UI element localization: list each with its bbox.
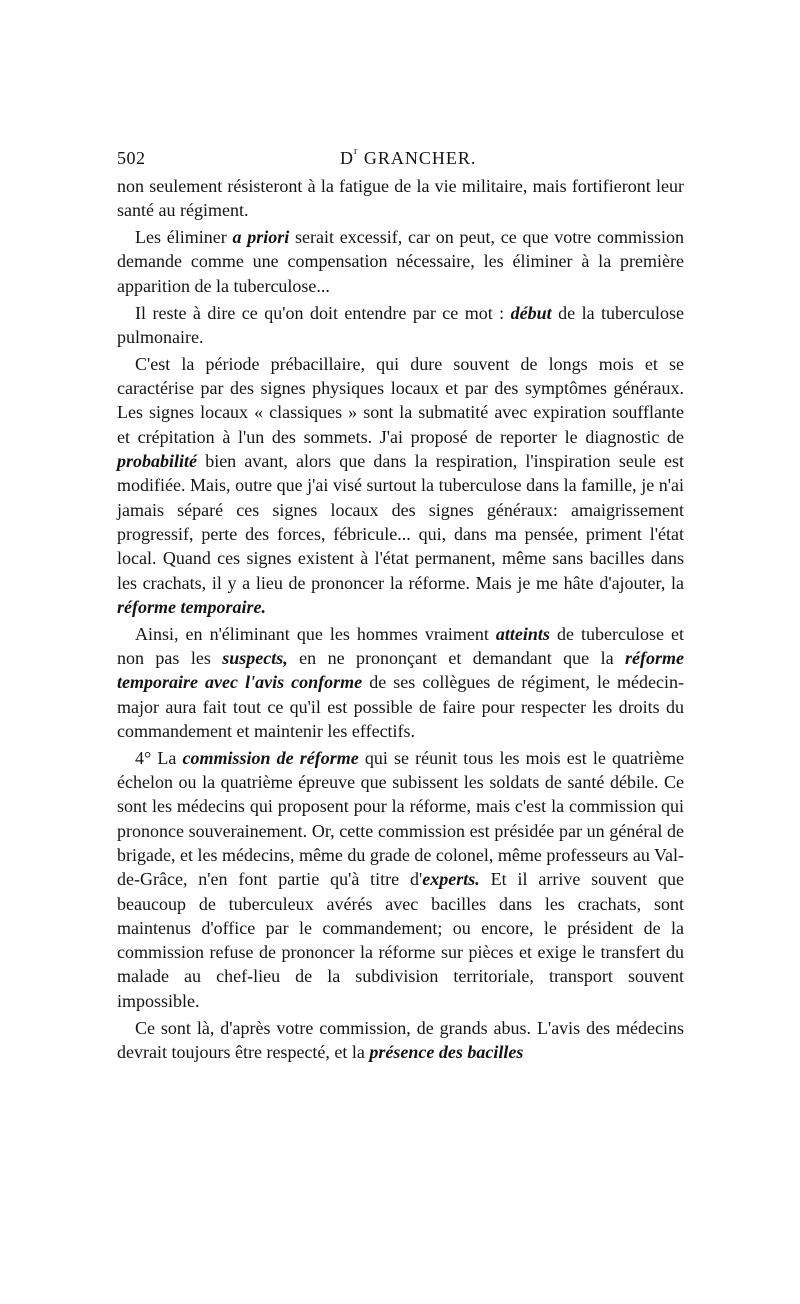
text-run: 4° La [135, 747, 183, 768]
text-run: de ses collègues de régiment, le médecin-major aura fait tout ce qu'il est possible de faire pour respecter les droits du commandement et maintenir les effectifs. [117, 672, 684, 741]
text-run: bien avant, alors que dans la respiration, l'inspiration seule est modifiée. Mais, outre que j'ai visé surtout la tuberculose dans la famille, je n'ai jamais séparé ces signes locaux des signes généraux: amaigrissement progressif, perte des forces, fébricule... qui, dans ma pensée, priment l'état local. Quand ces signes existent à l'état permanent, même sans bacilles dans les crachats, il y a lieu de prononcer la réforme. Mais je me hâte d'ajouter, la [117, 451, 684, 593]
italic-text: présence des bacilles [369, 1041, 524, 1062]
text-run: Ainsi, en n'éliminant que les hommes vraiment [135, 623, 496, 644]
italic-text: commission de réforme [182, 747, 359, 768]
italic-text: probabilité [117, 451, 197, 472]
text-run: C'est la période prébacillaire, qui dure souvent de longs mois et se caractérise par des signes physiques locaux et par des symptômes généraux. Les signes locaux « classiques » sont la submatité avec expiration soufflante et crépitation à l'un des sommets. J'ai proposé de reporter le diagnostic de [117, 353, 684, 447]
text-run: Il reste à dire ce qu'on doit entendre par ce mot : [135, 302, 511, 323]
italic-text: réforme temporaire. [117, 596, 266, 617]
book-page [117, 148, 684, 1064]
italic-text: réforme temporaire avec l'avis conforme [117, 648, 684, 693]
paragraph [117, 746, 684, 1013]
text-run: non seulement résisteront à la fatigue de la vie militaire, mais fortifieront leur santé au régiment. [117, 176, 684, 221]
paragraph [117, 174, 684, 223]
text-run: qui se réunit tous les mois est le quatrième échelon ou la quatrième épreuve que subissent les soldats de santé débile. Ce sont les médecins qui proposent pour la réforme, mais c'est la commission qui prononce souverainement. Or, cette commission est présidée par un général de brigade, et les médecins, même du grade de colonel, même professeurs au Val-de-Grâce, n'en font partie qu'à titre d' [117, 747, 684, 890]
text-run: Les éliminer [135, 227, 233, 248]
running-head [117, 148, 684, 174]
italic-text: experts. [422, 869, 480, 890]
italic-text: a priori [232, 227, 290, 248]
text-run: de la tuberculose pulmonaire. [117, 302, 684, 347]
body-text [117, 174, 684, 1064]
paragraph [117, 622, 684, 743]
italic-text: suspects, [222, 648, 288, 669]
text-run: serait excessif, car on peut, ce que votre commission demande comme une compensation nécessaire, les éliminer à la première apparition de la tuberculose... [117, 227, 685, 296]
paragraph [117, 301, 684, 350]
text-run: Ce sont là, d'après votre commission, de grands abus. L'avis des médecins devrait toujours être respecté, et la [117, 1017, 684, 1062]
text-run: de tuberculose et non pas les [117, 623, 684, 669]
header-author [340, 148, 476, 169]
paragraph [117, 1016, 684, 1065]
author-prefix: D [340, 148, 354, 168]
paragraph [117, 225, 684, 298]
author-prefix-sup: r [354, 146, 359, 157]
author-name: GRANCHER. [358, 148, 477, 168]
text-run: Et il arrive souvent que beaucoup de tuberculeux avérés avec bacilles dans les crachats, sont maintenus d'office par le commandement; ou encore, le président de la commission refuse de prononcer la réforme sur pièces et exige le transfert du malade au chef-lieu de la subdivision territoriale, transport souvent impossible. [117, 869, 685, 1011]
italic-text: atteints [495, 623, 550, 644]
text-run: en ne prononçant et demandant que la [287, 648, 625, 669]
italic-text: début [510, 302, 552, 323]
page-number: 502 [117, 148, 146, 168]
paragraph [117, 352, 684, 619]
